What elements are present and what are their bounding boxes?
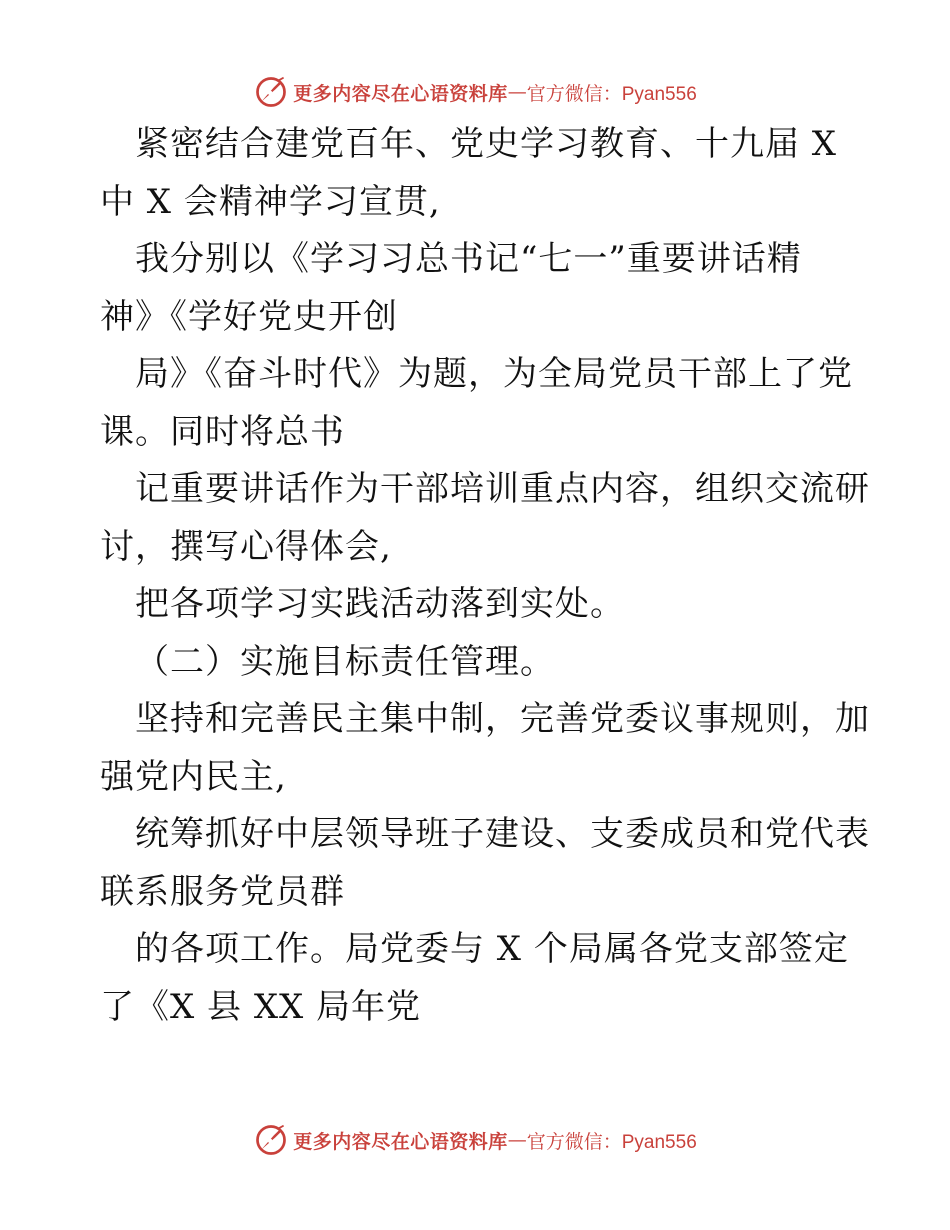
- body-line: 联系服务党员群: [100, 871, 345, 912]
- footer-banner: [0, 1120, 950, 1160]
- body-line: 课。同时将总书: [100, 411, 345, 452]
- body-line: 强党内民主,: [100, 756, 287, 797]
- banner-title: 更多内容尽在心语资料库: [293, 82, 508, 105]
- body-line: 讨，撰写心得体会,: [100, 526, 392, 567]
- body-line: 记重要讲话作为干部培训重点内容，组织交流研: [135, 469, 870, 509]
- section-heading: （二）实施目标责任管理。: [135, 641, 555, 682]
- body-line: 中 X 会精神学习宣贯,: [100, 181, 441, 222]
- body-line: 我分别以《学习习总书记“七一”重要讲话精: [135, 239, 802, 279]
- banner-title: 更多内容尽在心语资料库: [293, 1130, 508, 1153]
- banner-separator: —: [507, 1129, 527, 1151]
- banner-contact: 官方微信：Pyan556: [526, 1131, 697, 1153]
- header-banner: [0, 72, 950, 112]
- body-line: 了《X 县 XX 局年党: [100, 986, 422, 1027]
- banner-contact: 官方微信：Pyan556: [526, 83, 697, 105]
- body-line: 统筹抓好中层领导班子建设、支委成员和党代表: [135, 814, 870, 854]
- body-line: 坚持和完善民主集中制，完善党委议事规则，加: [135, 699, 870, 739]
- body-line: 局》《奋斗时代》为题，为全局党员干部上了党: [135, 354, 853, 394]
- banner-separator: —: [507, 81, 527, 103]
- body-line: 把各项学习实践活动落到实处。: [135, 584, 625, 624]
- pen-nib-logo-icon: [253, 74, 289, 110]
- body-line: 的各项工作。局党委与 X 个局属各党支部签定: [135, 929, 849, 969]
- body-line: 紧密结合建党百年、党史学习教育、十九届 X: [135, 124, 838, 164]
- body-line: 神》《学好党史开创: [100, 296, 398, 337]
- document-body: [100, 116, 870, 1036]
- pen-nib-logo-icon: [253, 1122, 289, 1158]
